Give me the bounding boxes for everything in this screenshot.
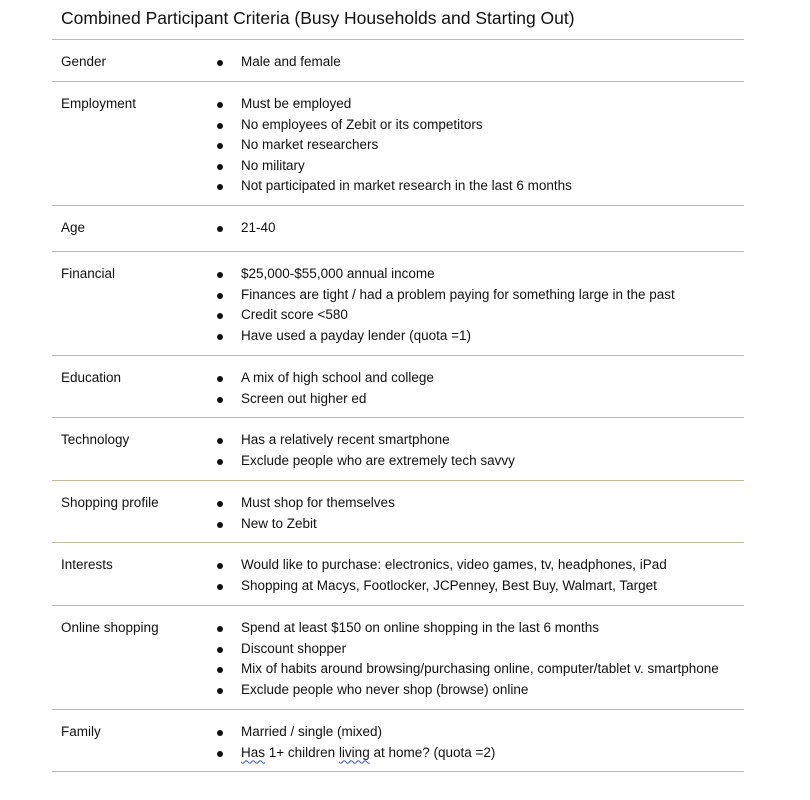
bullet-icon <box>217 184 223 190</box>
criteria-row-financial <box>52 252 744 356</box>
criteria-label: Employment <box>61 96 137 111</box>
criteria-item-text: Not participated in market research in the last 6 months <box>241 178 572 193</box>
criteria-item <box>217 514 744 535</box>
criteria-row-gender <box>52 40 744 82</box>
criteria-item <box>217 659 744 680</box>
criteria-item-text: Credit score <580 <box>241 307 348 322</box>
criteria-item <box>217 285 744 306</box>
bullet-icon <box>217 313 223 319</box>
criteria-list <box>217 94 744 197</box>
criteria-item <box>217 451 744 472</box>
criteria-item-text: Must be employed <box>241 96 352 111</box>
criteria-item-text: New to Zebit <box>241 515 317 531</box>
criteria-item <box>217 368 744 389</box>
criteria-table <box>52 39 744 772</box>
criteria-item <box>217 618 744 639</box>
criteria-item-text: Has a relatively recent smartphone <box>241 432 450 447</box>
criteria-item <box>217 264 744 285</box>
criteria-item <box>217 94 744 115</box>
criteria-item-text: A mix of high school and college <box>241 370 434 385</box>
bullet-icon <box>217 143 223 149</box>
bullet-icon <box>217 438 223 444</box>
bullet-icon <box>217 376 223 382</box>
criteria-row-technology <box>52 418 744 481</box>
criteria-item-text: Shopping at Macys, Footlocker, JCPenney, Best Buy, Walmart, Target <box>241 577 657 593</box>
bullet-icon <box>217 123 223 129</box>
criteria-label: Online shopping <box>61 620 159 635</box>
criteria-item-text: No employees of Zebit or its competitors <box>241 116 483 132</box>
bullet-icon <box>217 522 223 528</box>
criteria-item-text: $25,000-$55,000 annual income <box>241 266 435 281</box>
criteria-item <box>217 555 744 576</box>
criteria-item-text: Spend at least $150 on online shopping in the last 6 months <box>241 620 600 635</box>
spellcheck-word: living <box>338 744 370 760</box>
criteria-item-text: No market researchers <box>241 137 379 152</box>
bullet-icon <box>217 584 223 590</box>
criteria-row-online-shopping <box>52 606 744 710</box>
bullet-icon <box>217 626 223 632</box>
criteria-item <box>217 680 744 701</box>
criteria-label: Technology <box>61 432 130 447</box>
criteria-item-text: Exclude people who never shop (browse) online <box>241 681 529 697</box>
criteria-label: Age <box>61 220 86 235</box>
bullet-icon <box>217 501 223 507</box>
bullet-icon <box>217 730 223 736</box>
criteria-item <box>217 305 744 326</box>
bullet-icon <box>217 102 223 108</box>
criteria-item-text: No military <box>241 157 305 173</box>
criteria-row-employment <box>52 82 744 206</box>
criteria-row-education <box>52 356 744 418</box>
bullet-icon <box>217 293 223 299</box>
criteria-item <box>217 156 744 177</box>
criteria-item <box>217 115 744 136</box>
bullet-icon <box>217 60 223 66</box>
criteria-item <box>217 743 744 764</box>
bullet-icon <box>217 272 223 278</box>
criteria-row-family <box>52 710 744 772</box>
bullet-icon <box>217 459 223 465</box>
criteria-list <box>217 368 744 409</box>
criteria-item-text: 21-40 <box>241 220 276 235</box>
criteria-label: Shopping profile <box>61 495 159 510</box>
bullet-icon <box>217 334 223 340</box>
bullet-icon <box>217 688 223 694</box>
criteria-label: Gender <box>61 54 107 69</box>
criteria-item-text: Have used a payday lender (quota =1) <box>241 327 472 343</box>
criteria-list <box>217 493 744 534</box>
criteria-list <box>217 218 744 239</box>
spellcheck-word: Has <box>241 744 266 760</box>
criteria-item-text: Would like to purchase: electronics, video games, tv, headphones, iPad <box>241 557 667 572</box>
document-title: Combined Participant Criteria (Busy Households and Starting Out) <box>61 8 575 28</box>
criteria-item <box>217 326 744 347</box>
bullet-icon <box>217 164 223 170</box>
criteria-label: Education <box>61 370 122 385</box>
criteria-item <box>217 493 744 514</box>
bullet-icon <box>217 647 223 653</box>
criteria-label: Interests <box>61 557 113 572</box>
criteria-list <box>217 52 744 73</box>
criteria-list <box>217 430 744 471</box>
criteria-item <box>217 52 744 73</box>
criteria-item <box>217 176 744 197</box>
criteria-row-interests <box>52 543 744 606</box>
criteria-list <box>217 618 744 700</box>
criteria-item <box>217 389 744 410</box>
criteria-item-text: Screen out higher ed <box>241 390 367 406</box>
criteria-item-text: Exclude people who are extremely tech savvy <box>241 452 515 468</box>
criteria-item-text: Discount shopper <box>241 640 347 656</box>
bullet-icon <box>217 397 223 403</box>
criteria-item-text-segment: at home? (quota =2) <box>369 744 496 760</box>
bullet-icon <box>217 751 223 757</box>
bullet-icon <box>217 226 223 232</box>
criteria-label: Family <box>61 724 101 739</box>
criteria-item-text: Male and female <box>241 54 341 69</box>
criteria-item <box>217 430 744 451</box>
criteria-item-text: Must shop for themselves <box>241 495 395 510</box>
criteria-item-text: Mix of habits around browsing/purchasing online, computer/tablet v. smartphone <box>241 661 719 676</box>
criteria-list <box>217 264 744 346</box>
criteria-list <box>217 722 744 763</box>
bullet-icon <box>217 563 223 569</box>
criteria-list <box>217 555 744 596</box>
bullet-icon <box>217 667 223 673</box>
criteria-row-age <box>52 206 744 252</box>
criteria-label: Financial <box>61 266 116 281</box>
criteria-row-shopping-profile <box>52 481 744 543</box>
criteria-item <box>217 722 744 743</box>
criteria-item-text <box>241 745 495 760</box>
criteria-item-text: Married / single (mixed) <box>241 724 383 739</box>
criteria-item <box>217 576 744 597</box>
criteria-item-text: Finances are tight / had a problem paying for something large in the past <box>241 286 675 302</box>
criteria-item <box>217 135 744 156</box>
criteria-item <box>217 639 744 660</box>
criteria-item-text-segment: 1+ children <box>265 744 339 760</box>
criteria-item <box>217 218 744 239</box>
